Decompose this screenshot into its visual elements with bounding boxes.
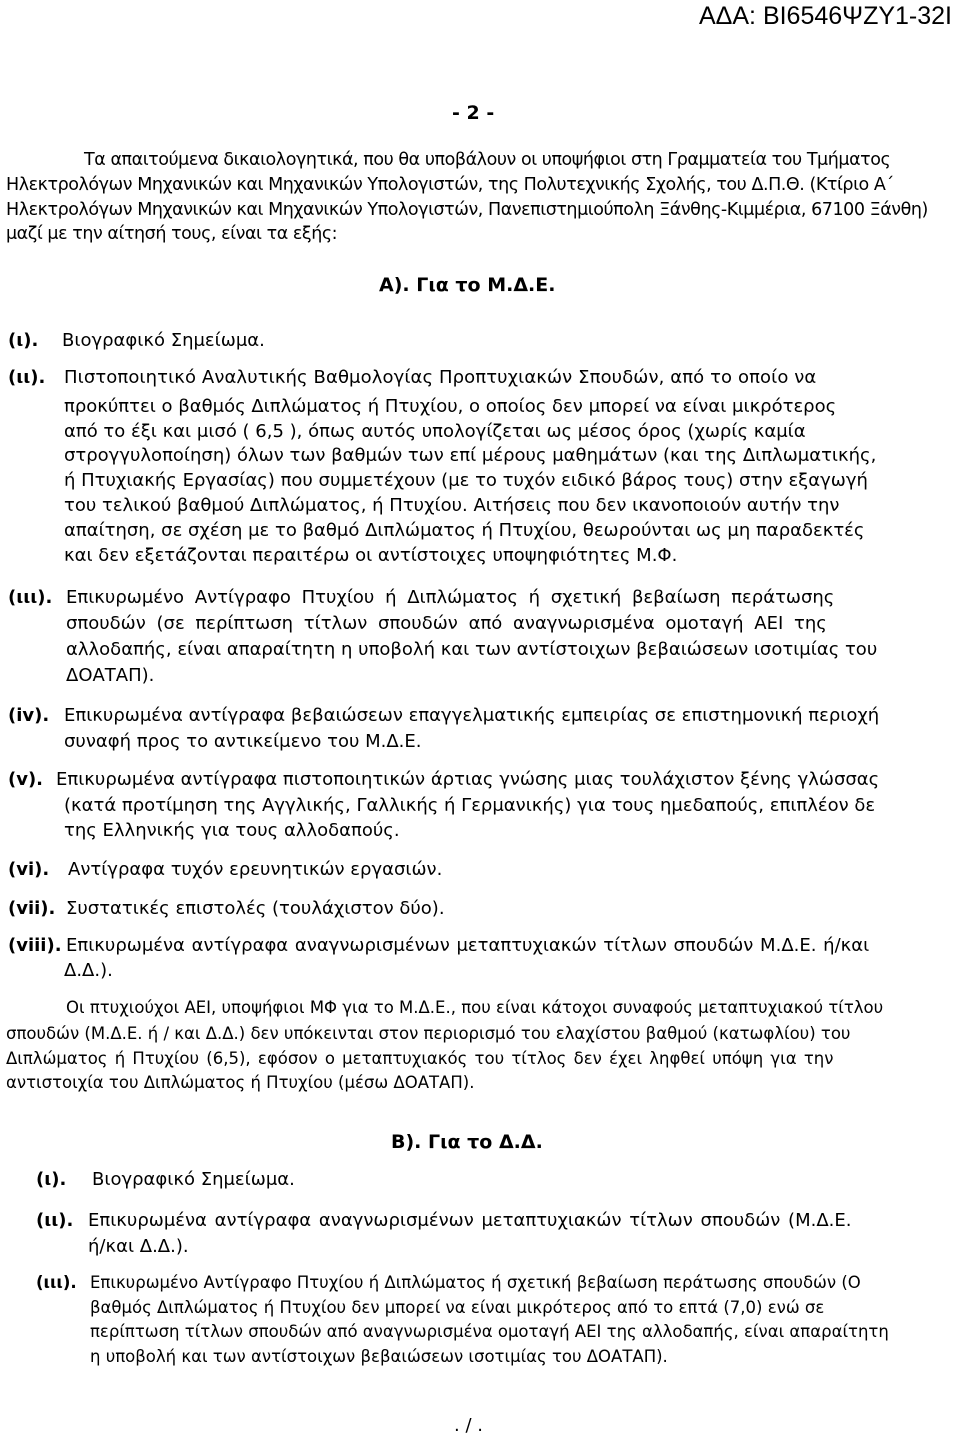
- item-label: (ι).: [8, 330, 39, 351]
- item-text-line: Επικυρωμένο Αντίγραφο Πτυχίου ή Διπλώματος ή σχετική βεβαίωση περάτωσης σπουδών (Ο: [90, 1273, 861, 1292]
- item-text-line: ή Πτυχιακής Εργασίας) που συμμετέχουν (με το τυχόν ειδικό βάρος τους) στην εξαγωγή: [64, 470, 868, 491]
- item-label: (vi).: [8, 859, 50, 880]
- item-label: (viii).: [8, 935, 62, 956]
- item-text-line: Επικυρωμένα αντίγραφα αναγνωρισμένων μεταπτυχιακών τίτλων σπουδών Μ.Δ.Ε. ή/και: [66, 935, 870, 956]
- item-text-line: αλλοδαπής, είναι απαραίτητη η υποβολή και των αντίστοιχων βεβαιώσεων ισοτιμίας του: [66, 639, 878, 660]
- intro-line: μαζί με την αίτησή τους, είναι τα εξής:: [6, 224, 338, 244]
- intro-line: Τα απαιτούμενα δικαιολογητικά, που θα υποβάλουν οι υποψήφιοι στη Γραμματεία του Τμήματος: [84, 150, 891, 170]
- item-text-line: προκύπτει ο βαθμός Διπλώματος ή Πτυχίου, ο οποίος δεν μπορεί να είναι μικρότερος: [64, 396, 837, 417]
- note-line: Οι πτυχιούχοι ΑΕΙ, υποψήφιοι ΜΦ για το Μ.Δ.Ε., που είναι κάτοχοι συναφούς μεταπτυχιακού τίτλου: [66, 998, 884, 1017]
- item-text-line: του τελικού βαθμού Διπλώματος, ή Πτυχίου. Αιτήσεις που δεν ικανοποιούν αυτήν την: [64, 495, 840, 516]
- item-text-line: και δεν εξετάζονται περαιτέρω οι αντίστοιχες υποψηφιότητες Μ.Φ.: [64, 545, 678, 566]
- item-text-line: σπουδών (σε περίπτωση τίτλων σπουδών από αναγνωρισμένα ομοταγή ΑΕΙ της: [66, 613, 827, 634]
- item-text-line: απαίτηση, σε σχέση με το βαθμό Διπλώματος ή Πτυχίου, θεωρούνται ως μη παραδεκτές: [64, 520, 865, 541]
- item-text-line: βαθμός Διπλώματος ή Πτυχίου δεν μπορεί να είναι μικρότερος από το επτά (7,0) ενώ σε: [90, 1298, 825, 1317]
- intro-line: Ηλεκτρολόγων Μηχανικών και Μηχανικών Υπολογιστών, της Πολυτεχνικής Σχολής, του Δ.Π.Θ. (Κτίριο Α΄: [6, 175, 894, 195]
- item-text-line: (κατά προτίμηση της Αγγλικής, Γαλλικής ή Γερμανικής) για τους ημεδαπούς, επιπλέον δε: [64, 795, 876, 816]
- item-text: Βιογραφικό Σημείωμα.: [62, 330, 265, 351]
- item-label: (vii).: [8, 898, 56, 919]
- item-text-line: συναφή προς το αντικείμενο του Μ.Δ.Ε.: [64, 731, 422, 752]
- item-text-line: της Ελληνικής για τους αλλοδαπούς.: [64, 820, 400, 841]
- item-text-line: στρογγυλοποίηση) όλων των βαθμών των επί μέρους μαθημάτων (και της Διπλωματικής,: [64, 445, 877, 466]
- item-text-line: Επικυρωμένα αντίγραφα πιστοποιητικών άρτιας γνώσης μιας τουλάχιστον ξένης γλώσσας: [56, 769, 880, 790]
- item-label: (ιι).: [36, 1210, 74, 1231]
- item-text-line: Δ.Δ.).: [64, 960, 113, 981]
- item-text-line: Επικυρωμένα αντίγραφα αναγνωρισμένων μεταπτυχιακών τίτλων σπουδών (Μ.Δ.Ε.: [88, 1210, 852, 1231]
- item-label: (iv).: [8, 705, 50, 726]
- item-text-line: ή/και Δ.Δ.).: [88, 1236, 189, 1257]
- item-label: (ιιι).: [36, 1273, 77, 1292]
- item-label: (ιι).: [8, 367, 46, 388]
- page-number: - 2 -: [452, 102, 495, 124]
- item-text: Αντίγραφα τυχόν ερευνητικών εργασιών.: [68, 859, 443, 880]
- section-heading-msc: Α). Για το Μ.Δ.Ε.: [379, 274, 556, 296]
- item-text: Βιογραφικό Σημείωμα.: [92, 1169, 295, 1190]
- item-label: (v).: [8, 769, 44, 790]
- item-text-line: Επικυρωμένο Αντίγραφο Πτυχίου ή Διπλώματος ή σχετική βεβαίωση περάτωσης: [66, 587, 835, 608]
- intro-line: Ηλεκτρολόγων Μηχανικών και Μηχανικών Υπολογιστών, Πανεπιστημιούπολη Ξάνθης-Κιμμέρια, 67100 Ξάνθη): [6, 200, 928, 220]
- item-text-line: Επικυρωμένα αντίγραφα βεβαιώσεων επαγγελματικής εμπειρίας σε επιστημονική περιοχή: [64, 705, 880, 726]
- note-line: αντιστοιχία του Διπλώματος ή Πτυχίου (μέσω ΔΟΑΤΑΠ).: [6, 1073, 475, 1092]
- document-id-header: ΑΔΑ: ΒΙ6546ΨΖΥ1-32Ι: [699, 2, 952, 30]
- note-line: σπουδών (Μ.Δ.Ε. ή / και Δ.Δ.) δεν υπόκεινται στον περιορισμό του ελαχίστου βαθμού (κατωφλίου) του: [6, 1024, 851, 1043]
- item-text-line: ΔΟΑΤΑΠ).: [66, 665, 155, 686]
- item-text-line: η υποβολή και των αντίστοιχων βεβαιώσεων ισοτιμίας του ΔΟΑΤΑΠ).: [90, 1347, 668, 1366]
- item-label: (ιιι).: [8, 587, 53, 608]
- item-text-line: Πιστοποιητικό Αναλυτικής Βαθμολογίας Προπτυχιακών Σπουδών, από το οποίο να: [64, 367, 817, 388]
- continuation-mark: . / .: [454, 1415, 483, 1436]
- item-text-line: από το έξι και μισό ( 6,5 ), όπως αυτός υπολογίζεται ως μέσος όρος (χωρίς καμία: [64, 421, 806, 442]
- item-label: (ι).: [36, 1169, 67, 1190]
- note-line: Διπλώματος ή Πτυχίου (6,5), εφόσον ο μεταπτυχιακός του τίτλος δεν έχει ληφθεί υπόψη για την: [6, 1049, 834, 1068]
- section-heading-phd: Β). Για το Δ.Δ.: [391, 1131, 543, 1153]
- item-text-line: περίπτωση τίτλων σπουδών από αναγνωρισμένα ομοταγή ΑΕΙ της αλλοδαπής, είναι απαραίτητη: [90, 1322, 889, 1341]
- item-text: Συστατικές επιστολές (τουλάχιστον δύο).: [66, 898, 445, 919]
